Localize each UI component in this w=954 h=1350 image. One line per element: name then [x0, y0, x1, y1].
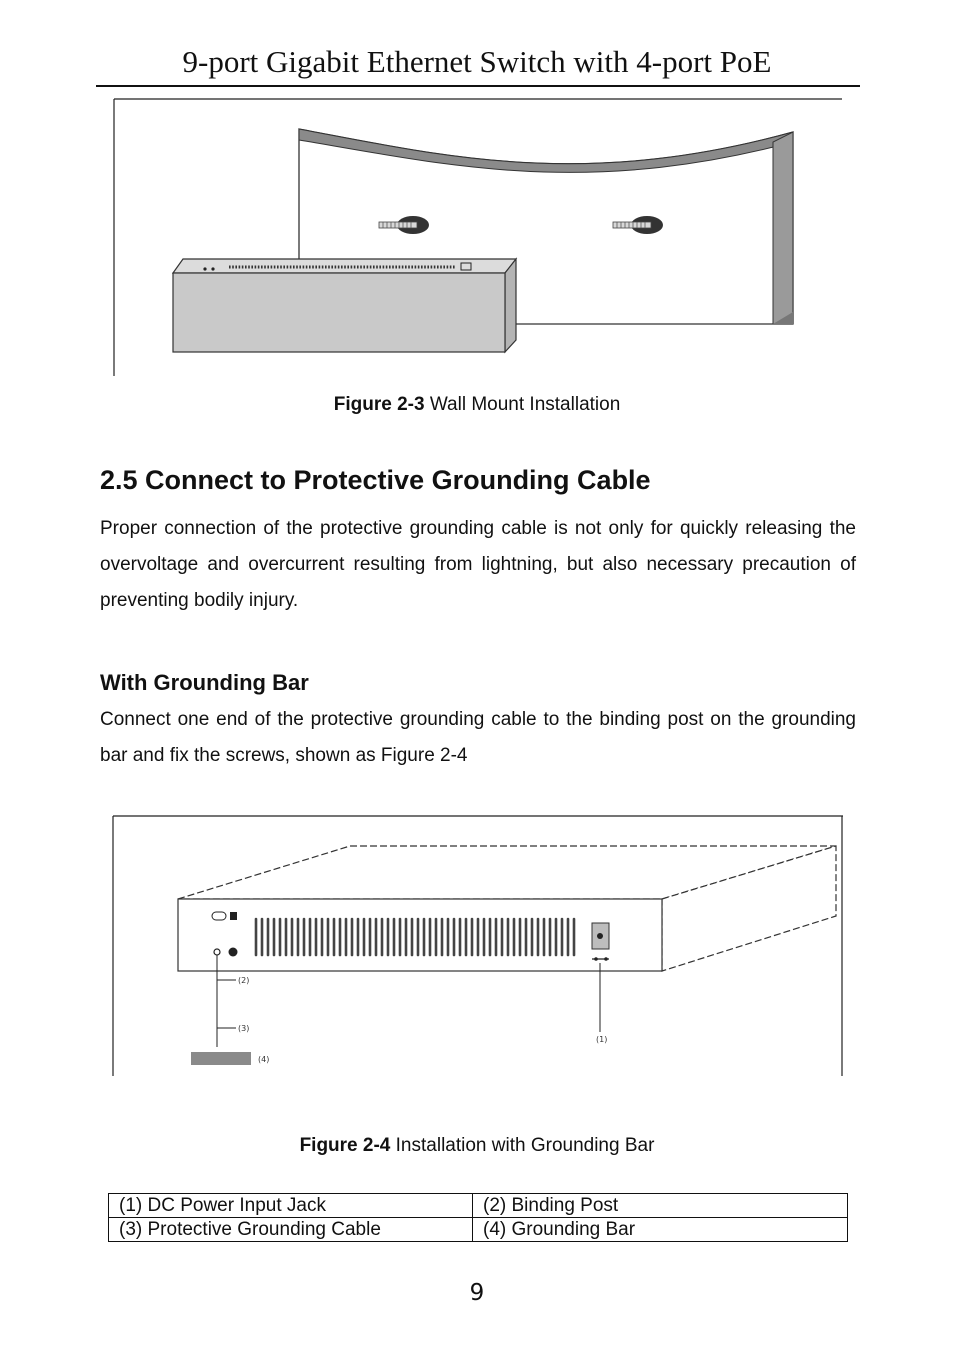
- subsection-paragraph: Connect one end of the protective grounding cable to the binding post on the grounding bar and fix the screws, shown as Figure 2-4: [100, 709, 856, 766]
- figure-2-4-caption-text: Installation with Grounding Bar: [395, 1135, 655, 1156]
- figure-2-3-caption: [0, 394, 954, 416]
- table-row: [109, 1218, 848, 1242]
- table-cell: (4) Grounding Bar: [473, 1218, 848, 1242]
- header-rule: [96, 85, 860, 87]
- switch-device-rear: [178, 846, 836, 971]
- page-number: 9: [469, 1280, 485, 1306]
- page-header-title: 9-port Gigabit Ethernet Switch with 4-port PoE: [182, 44, 772, 79]
- callout-2: (2): [238, 976, 250, 985]
- switch-device: [173, 259, 516, 352]
- subsection-heading: With Grounding Bar: [100, 670, 309, 695]
- callout-1: (1): [596, 1035, 608, 1044]
- table-row: [109, 1194, 848, 1218]
- callout-4: (4): [258, 1055, 270, 1064]
- table-cell: (2) Binding Post: [473, 1194, 848, 1218]
- table-cell: (3) Protective Grounding Cable: [109, 1218, 473, 1242]
- figure-2-4-number: Figure 2-4: [299, 1135, 391, 1156]
- figure-2-3-number: Figure 2-3: [333, 394, 425, 415]
- legend-table: [108, 1193, 848, 1242]
- grounding-bar-figure: [112, 815, 844, 1077]
- wall-mount-figure: [113, 98, 843, 378]
- grounding-bar: [191, 1052, 251, 1065]
- section-heading: 2.5 Connect to Protective Grounding Cable: [100, 465, 651, 495]
- callout-3: (3): [238, 1024, 250, 1033]
- table-cell: (1) DC Power Input Jack: [109, 1194, 473, 1218]
- section-paragraph: Proper connection of the protective grounding cable is not only for quickly releasing the overvoltage and overcurrent resulting from lightning, but also necessary precaution of preventing bodily injury.: [100, 518, 856, 611]
- figure-2-4-caption: [0, 1135, 954, 1157]
- figure-2-3-caption-text: Wall Mount Installation: [429, 394, 621, 415]
